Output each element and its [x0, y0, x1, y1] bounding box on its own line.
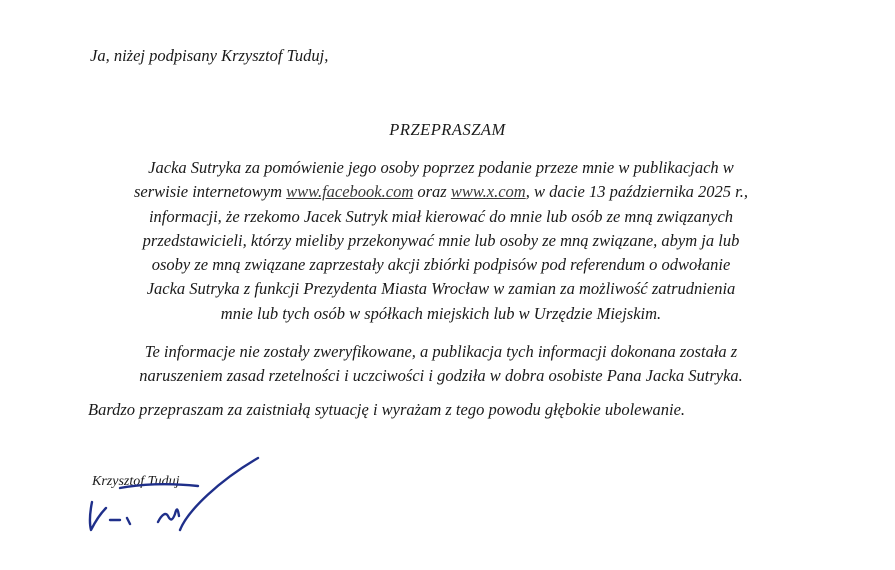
x-link[interactable]: www.x.com: [450, 182, 526, 202]
facebook-link[interactable]: www.facebook.com: [286, 182, 414, 202]
text-line: naruszeniem zasad rzetelności i uczciwości i godziła w dobra osobiste Pana Jacka Sutryka.: [139, 366, 743, 386]
text-line-with-links: [88, 180, 794, 204]
text-segment: , w dacie 13 października 2025 r.,: [525, 182, 748, 202]
statement-paragraph: [88, 340, 794, 389]
text-line: mnie lub tych osób w spółkach miejskich lub w Urzędzie Miejskim.: [220, 303, 662, 323]
greeting: Ja, niżej podpisany Krzysztof Tuduj,: [90, 46, 329, 65]
text-line: Jacka Sutryka za pomówienie jego osoby poprzez podanie przeze mnie w publikacjach w: [148, 158, 734, 177]
regret-paragraph: [88, 398, 794, 422]
text-line: osoby ze mną związane zaprzestały akcji zbiórki podpisów pod referendum o odwołanie: [151, 255, 731, 275]
text-segment: oraz: [413, 182, 451, 202]
apology-paragraph: [88, 156, 794, 326]
heading: PRZEPRASZAM: [389, 120, 506, 139]
text-line: Bardzo przepraszam za zaistniałą sytuację i wyrażam z tego powodu głębokie ubolewanie.: [88, 400, 686, 419]
signature-name: Krzysztof Tuduj: [92, 474, 180, 489]
text-line: Jacka Sutryka z funkcji Prezydenta Miasta Wrocław w zamian za możliwość zatrudnienia: [146, 279, 736, 299]
text-line: przedstawicieli, którzy mieliby przekonywać mnie lub osoby ze mną związane, abym ja lub: [142, 230, 740, 250]
handwritten-signature: [80, 450, 280, 565]
text-line: informacji, że rzekomo Jacek Sutryk miał kierować do mnie lub osób ze mną związanych: [148, 206, 734, 226]
text-line: Te informacje nie zostały zweryfikowane, a publikacja tych informacji dokonana została z: [144, 342, 738, 361]
text-segment: serwisie internetowym: [134, 182, 287, 202]
